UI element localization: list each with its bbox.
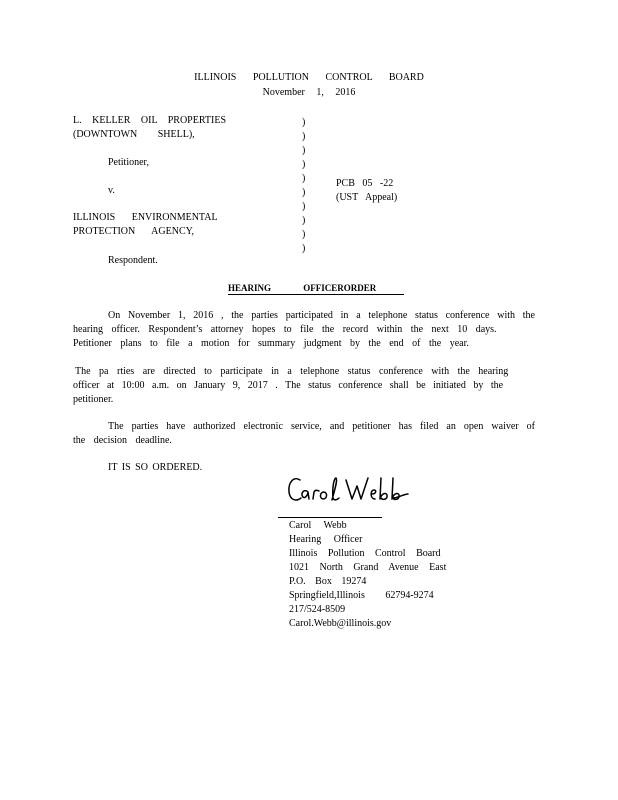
caption-paren: ): [302, 243, 306, 254]
paragraph-2-line-1: The pa rties are directed to participate in a telephone status conference with the hearing: [75, 366, 509, 377]
handwritten-signature: [286, 472, 416, 508]
signer-po-box: P.O. Box 19274: [289, 576, 367, 587]
caption-paren: ): [302, 215, 306, 226]
so-ordered-statement: IT IS SO ORDERED.: [108, 462, 203, 473]
signer-street-address: 1021 North Grand Avenue East: [289, 562, 447, 573]
signature-line: [278, 517, 382, 518]
caption-paren: ): [302, 159, 306, 170]
caption-parenthesis-column: [302, 116, 305, 256]
paragraph-1-line-3: Petitioner plans to file a motion for summary judgment by the end of the year.: [73, 338, 469, 349]
caption-paren: ): [302, 229, 306, 240]
signer-organization: Illinois Pollution Control Board: [289, 548, 441, 559]
paragraph-2-line-3: petitioner.: [73, 394, 114, 405]
respondent-name-line2: PROTECTION AGENCY,: [73, 226, 195, 237]
caption-paren: ): [302, 201, 306, 212]
caption-paren: ): [302, 131, 306, 142]
signer-city: Springfield,Illinois 62794-9274: [289, 590, 434, 601]
petitioner-name-line2: (DOWNTOWN SHELL),: [73, 129, 195, 140]
case-type: (UST Appeal): [336, 192, 398, 203]
paragraph-1-line-1: On November 1, 2016 , the parties participated in a telephone status conference with the: [108, 310, 535, 321]
respondent-name-line1: ILLINOIS ENVIRONMENTAL: [73, 212, 218, 223]
respondent-role: Respondent.: [108, 255, 158, 266]
caption-paren: ): [302, 187, 306, 198]
signer-title: Hearing Officer: [289, 534, 363, 545]
petitioner-name-line1: L. KELLER OIL PROPERTIES: [73, 115, 227, 126]
case-number: PCB 05 -22: [336, 178, 394, 189]
caption-paren: ): [302, 145, 306, 156]
order-date: November 1, 2016: [262, 87, 356, 98]
signature-block: [289, 519, 446, 631]
signer-email: Carol.Webb@illinois.gov: [289, 618, 392, 629]
caption-paren: ): [302, 117, 306, 128]
order-heading: HEARING OFFICERORDER: [228, 283, 404, 295]
paragraph-3-line-2: the decision deadline.: [73, 435, 172, 446]
signer-name: Carol Webb: [289, 520, 347, 531]
paragraph-1-line-2: hearing officer. Respondent’s attorney hopes to file the record within the next 10 days.: [73, 324, 497, 335]
board-title: ILLINOIS POLLUTION CONTROL BOARD: [194, 72, 424, 83]
paragraph-3-line-1: The parties have authorized electronic service, and petitioner has filed an open waiver of: [108, 421, 535, 432]
signer-phone: 217/524-8509: [289, 604, 346, 615]
versus-label: v.: [108, 185, 115, 196]
paragraph-2-line-2: officer at 10:00 a.m. on January 9, 2017 . The status conference shall be initiated by the: [73, 380, 504, 391]
caption-paren: ): [302, 173, 306, 184]
petitioner-role: Petitioner,: [108, 157, 149, 168]
